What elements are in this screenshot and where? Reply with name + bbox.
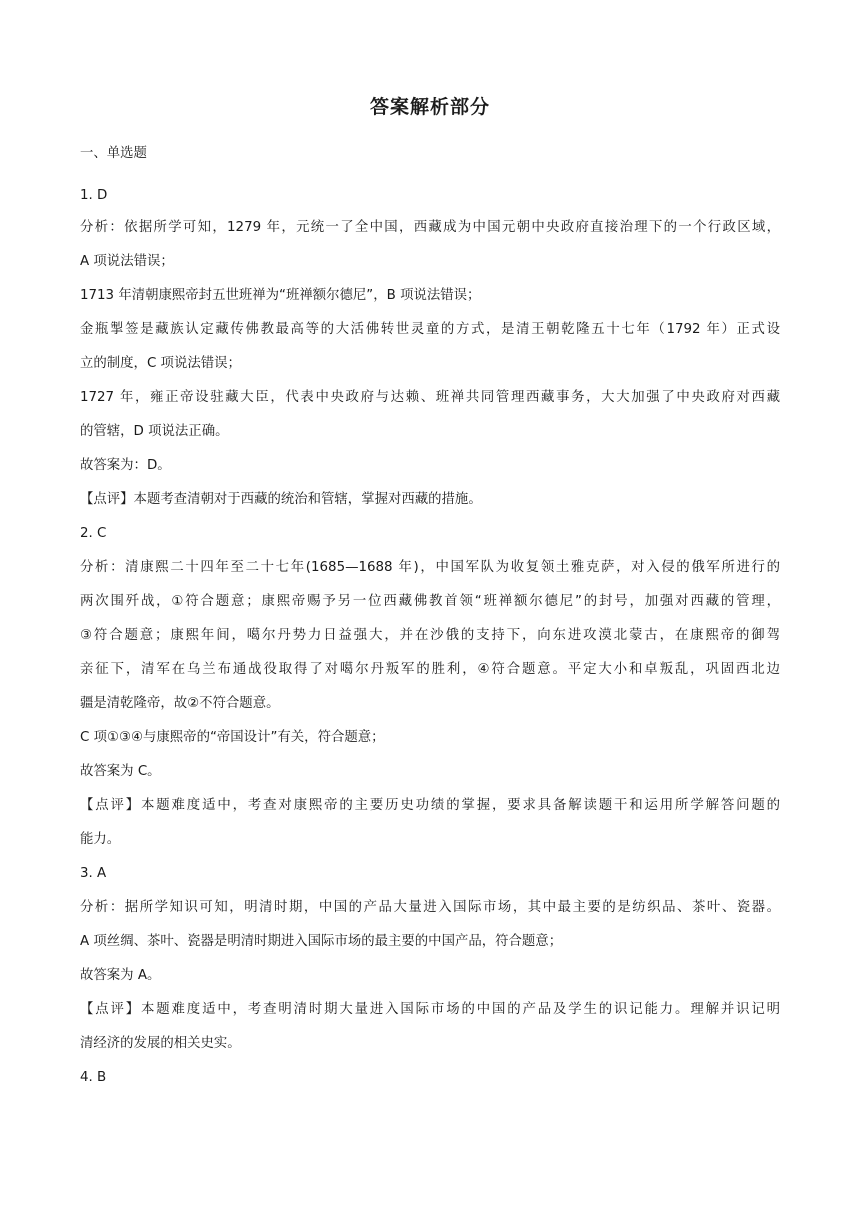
section-heading: 一、单选题 — [80, 146, 147, 161]
answer-text: 故答案为 A。 — [80, 968, 161, 983]
analysis-text: A 项丝绸、茶叶、瓷器是明清时期进入国际市场的最主要的中国产品，符合题意； — [80, 934, 563, 949]
question-label: 4. B — [80, 1070, 107, 1085]
comment-text: 能力。 — [80, 832, 121, 847]
analysis-text: 分析：清康熙二十四年至二十七年(1685—1688 年)，中国军队为收复领土雅克萨，对入侵的俄军所进行的 — [80, 560, 780, 575]
question-label: 3. A — [80, 866, 107, 881]
comment-text: 【点评】本题难度适中，考查明清时期大量进入国际市场的中国的产品及学生的识记能力。理解并识记明 — [80, 1002, 780, 1017]
comment-text: 【点评】本题难度适中，考查对康熙帝的主要历史功绩的掌握，要求具备解读题干和运用所学解答问题的 — [80, 798, 780, 813]
analysis-text: 亲征下，清军在乌兰布通战役取得了对噶尔丹叛军的胜利，④符合题意。平定大小和卓叛乱，巩固西北边 — [80, 662, 780, 677]
comment-text: 【点评】本题考查清朝对于西藏的统治和管辖，掌握对西藏的措施。 — [80, 492, 482, 507]
question-label: 2. C — [80, 526, 107, 541]
analysis-text: 立的制度，C 项说法错误； — [80, 356, 241, 371]
analysis-text: ③符合题意；康熙年间，噶尔丹势力日益强大，并在沙俄的支持下，向东进攻漠北蒙古，在康熙帝的御驾 — [80, 628, 780, 643]
analysis-text: 的管辖，D 项说法正确。 — [80, 424, 229, 439]
analysis-text: A 项说法错误； — [80, 254, 174, 269]
analysis-text: 金瓶掣签是藏族认定藏传佛教最高等的大活佛转世灵童的方式，是清王朝乾隆五十七年（1792 年）正式设 — [80, 322, 780, 337]
analysis-text: 分析：据所学知识可知，明清时期，中国的产品大量进入国际市场，其中最主要的是纺织品、茶叶、瓷器。 — [80, 900, 780, 915]
question-label: 1. D — [80, 188, 108, 203]
analysis-text: 两次围歼战，①符合题意；康熙帝赐予另一位西藏佛教首领“班禅额尔德尼”的封号，加强对西藏的管理， — [80, 594, 780, 609]
page-title: 答案解析部分 — [369, 96, 490, 118]
analysis-text: C 项①③④与康熙帝的“帝国设计”有关，符合题意； — [80, 730, 385, 745]
analysis-text: 1713 年清朝康熙帝封五世班禅为“班禅额尔德尼”，B 项说法错误； — [80, 288, 481, 303]
analysis-text: 1727 年，雍正帝设驻藏大臣，代表中央政府与达赖、班禅共同管理西藏事务，大大加强了中央政府对西藏 — [80, 390, 780, 405]
answer-text: 故答案为 C。 — [80, 764, 161, 779]
comment-text: 清经济的发展的相关史实。 — [80, 1036, 241, 1051]
analysis-text: 疆是清乾隆帝，故②不符合题意。 — [80, 696, 280, 711]
answer-text: 故答案为：D。 — [80, 458, 171, 473]
analysis-text: 分析：依据所学可知，1279 年，元统一了全中国，西藏成为中国元朝中央政府直接治理下的一个行政区域， — [80, 220, 780, 235]
